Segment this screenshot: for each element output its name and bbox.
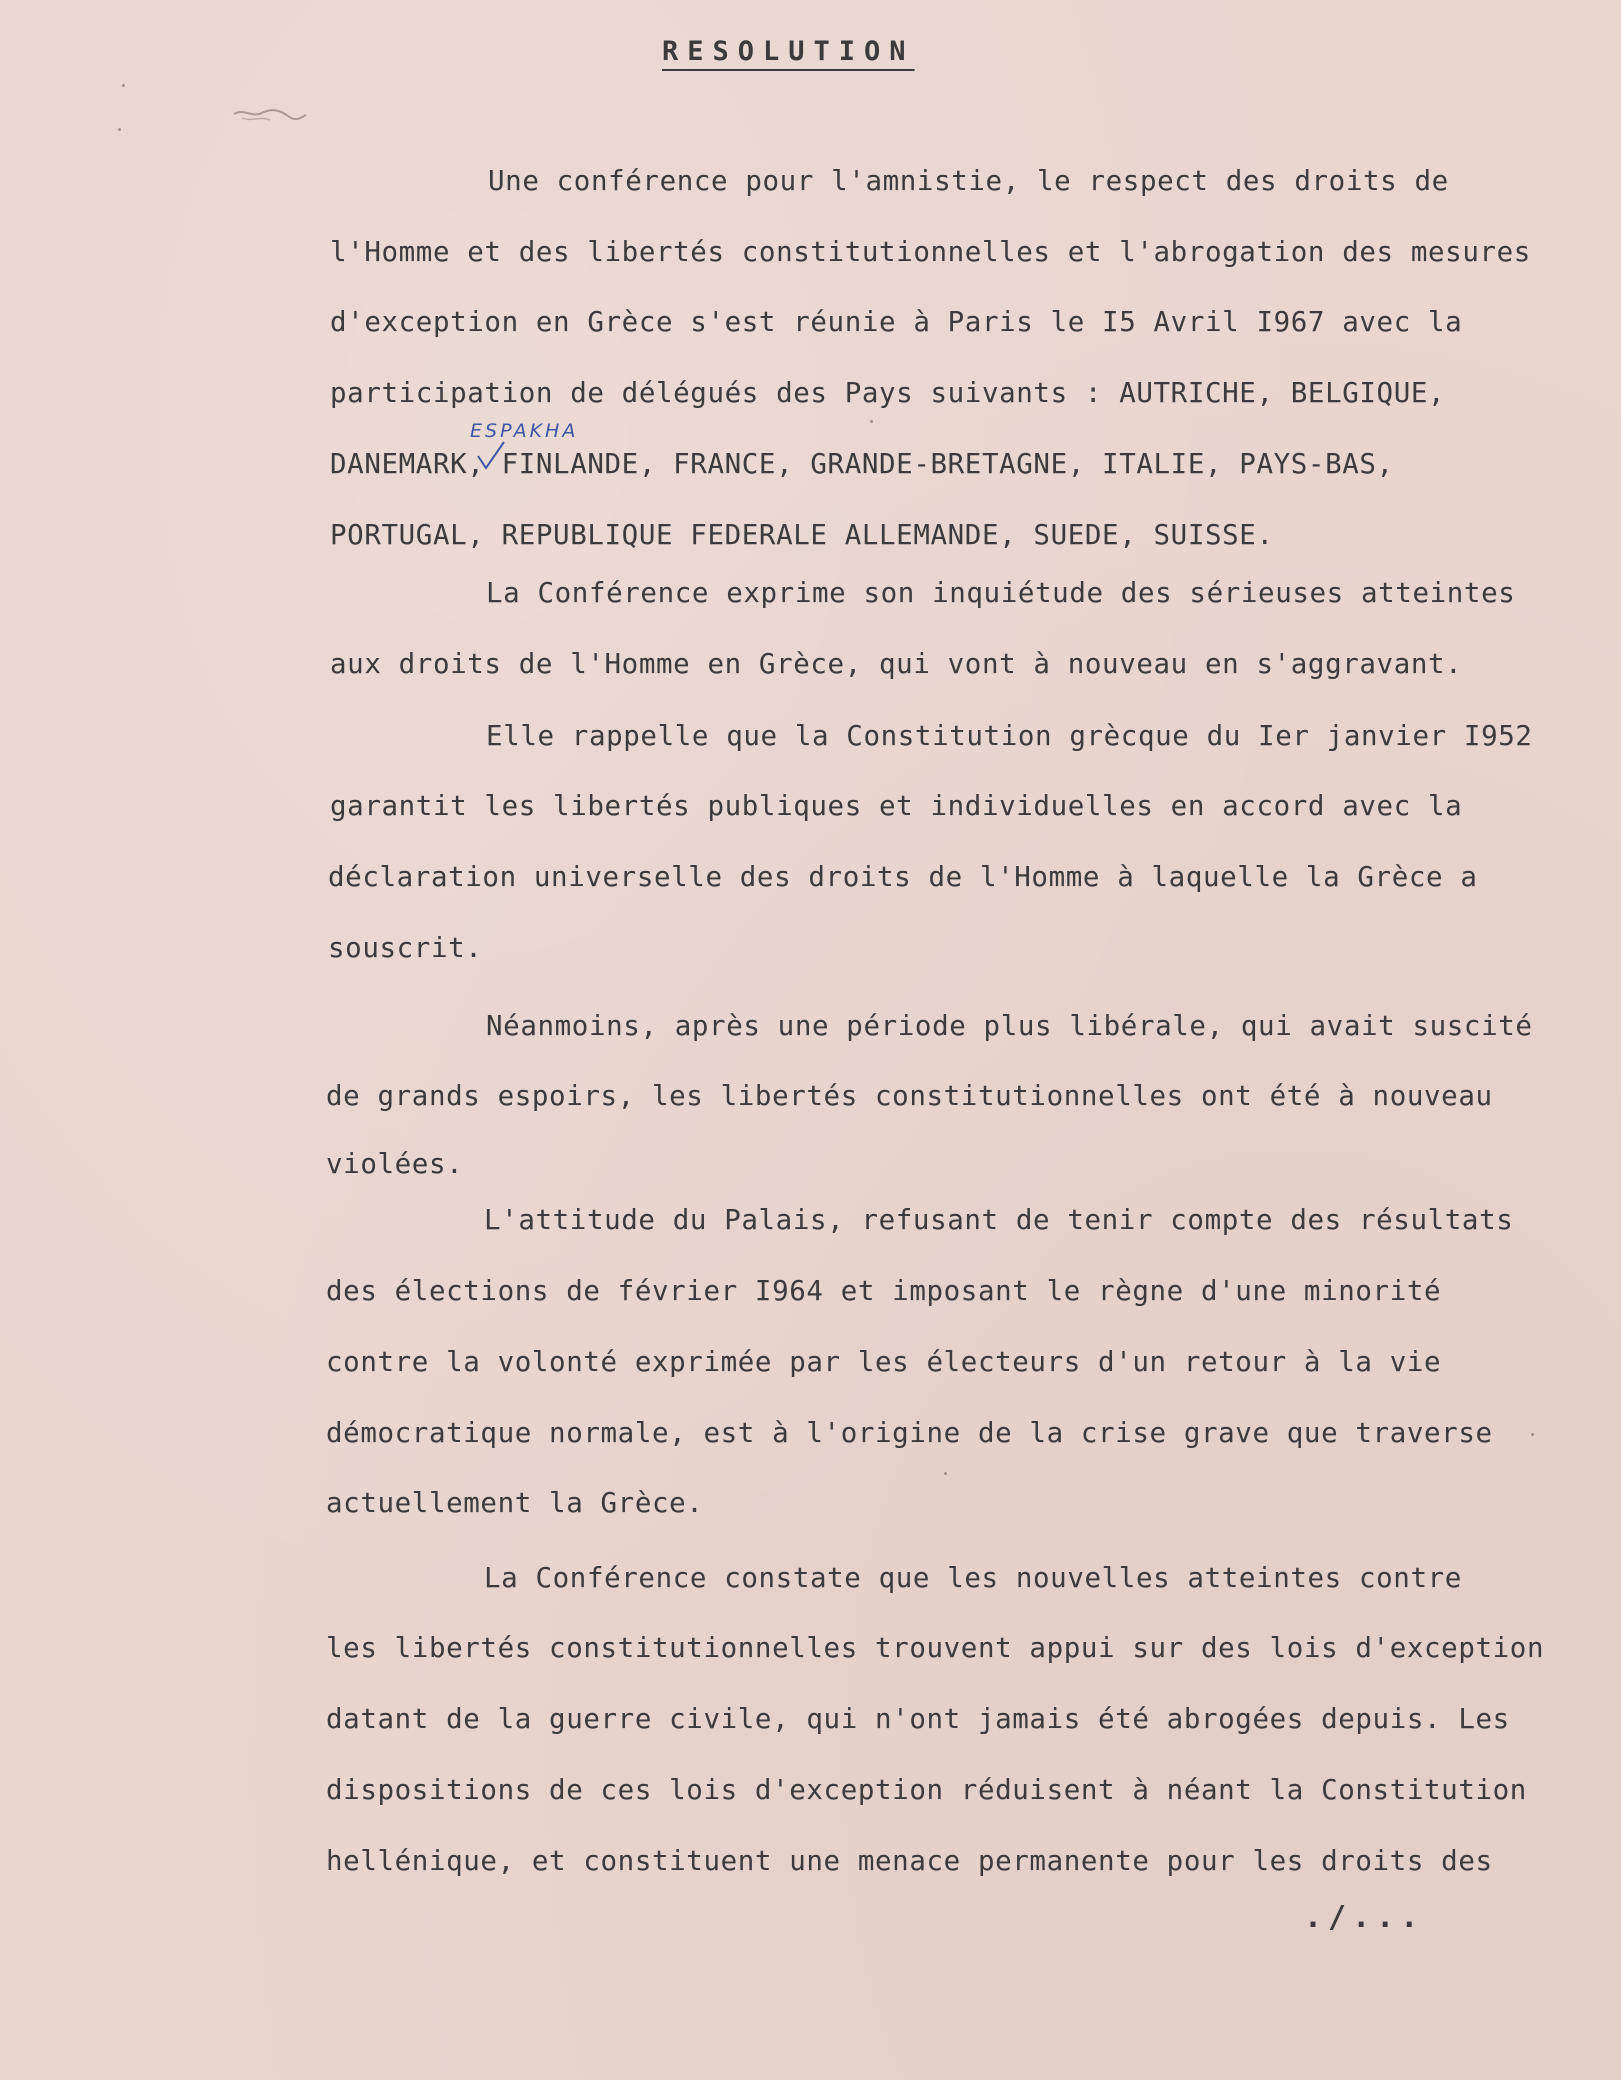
- text-line: contre la volonté exprimée par les électeurs d'un retour à la vie: [326, 1346, 1442, 1378]
- text-line: participation de délégués des Pays suivants : AUTRICHE, BELGIQUE,: [330, 377, 1446, 409]
- document-title: RESOLUTION: [662, 36, 915, 67]
- text-line: datant de la guerre civile, qui n'ont jamais été abrogées depuis. Les: [326, 1703, 1510, 1735]
- text-line: garantit les libertés publiques et individuelles en accord avec la: [330, 790, 1463, 822]
- ink-smudge: [232, 104, 308, 126]
- continuation-mark: ./...: [1304, 1900, 1425, 1935]
- paper-speck: [1531, 1433, 1534, 1436]
- handwritten-insert: ESPAKHA: [470, 420, 579, 442]
- text-line: PORTUGAL, REPUBLIQUE FEDERALE ALLEMANDE, SUEDE, SUISSE.: [330, 519, 1274, 551]
- text-line: actuellement la Grèce.: [326, 1487, 704, 1519]
- text-line: La Conférence constate que les nouvelles atteintes contre: [484, 1562, 1462, 1594]
- text-line: DANEMARK, FINLANDE, FRANCE, GRANDE-BRETAGNE, ITALIE, PAYS-BAS,: [330, 448, 1394, 480]
- text-line: La Conférence exprime son inquiétude des sérieuses atteintes: [486, 577, 1516, 609]
- paper-speck: [944, 1472, 947, 1475]
- text-line: L'attitude du Palais, refusant de tenir compte des résultats: [484, 1204, 1514, 1236]
- text-line: Une conférence pour l'amnistie, le respect des droits de: [488, 165, 1449, 197]
- paper-speck: [870, 420, 873, 423]
- text-line: Elle rappelle que la Constitution grècque du Ier janvier I952: [486, 720, 1533, 752]
- paper-speck: [122, 84, 125, 87]
- text-line: hellénique, et constituent une menace permanente pour les droits des: [326, 1845, 1493, 1877]
- text-line: Néanmoins, après une période plus libérale, qui avait suscité: [486, 1010, 1533, 1042]
- text-line: démocratique normale, est à l'origine de la crise grave que traverse: [326, 1417, 1493, 1449]
- text-line: d'exception en Grèce s'est réunie à Paris le I5 Avril I967 avec la: [330, 306, 1463, 338]
- text-line: souscrit.: [328, 932, 483, 964]
- text-line: des élections de février I964 et imposant le règne d'une minorité: [326, 1275, 1442, 1307]
- text-line: déclaration universelle des droits de l'Homme à laquelle la Grèce a: [328, 861, 1478, 893]
- text-line: aux droits de l'Homme en Grèce, qui vont à nouveau en s'aggravant.: [330, 648, 1463, 680]
- text-line: les libertés constitutionnelles trouvent appui sur des lois d'exception: [326, 1632, 1545, 1664]
- text-line: l'Homme et des libertés constitutionnelles et l'abrogation des mesures: [330, 236, 1531, 268]
- text-line: violées.: [326, 1148, 464, 1180]
- text-line: dispositions de ces lois d'exception réduisent à néant la Constitution: [326, 1774, 1527, 1806]
- text-line: de grands espoirs, les libertés constitutionnelles ont été à nouveau: [326, 1080, 1493, 1112]
- paper-speck: [118, 128, 121, 131]
